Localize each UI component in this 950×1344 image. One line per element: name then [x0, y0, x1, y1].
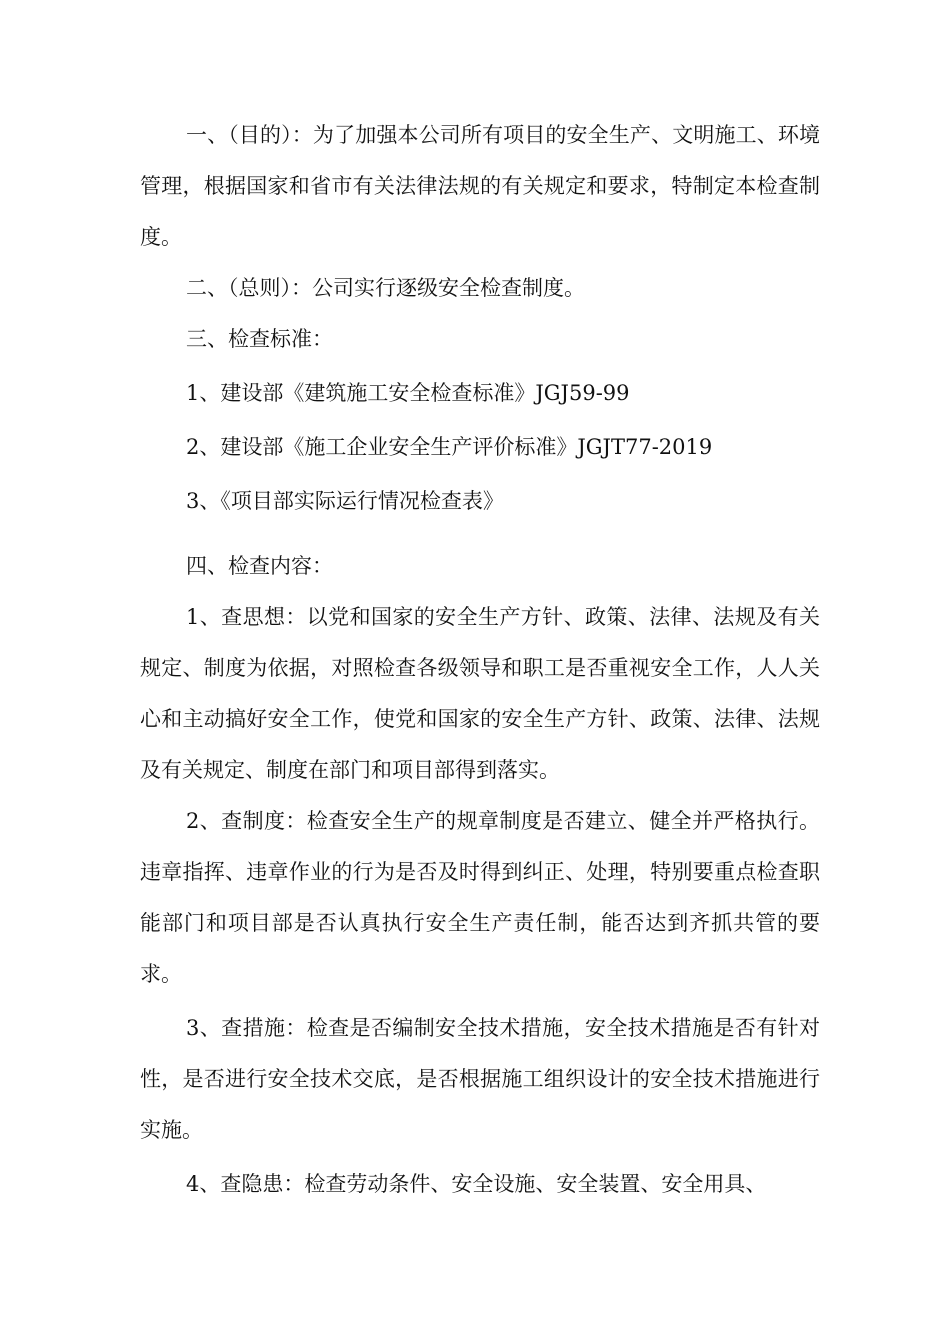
paragraph-check-measures: 3、查措施：检查是否编制安全技术措施，安全技术措施是否有针对性，是否进行安全技术交底，是否根据施工组织设计的安全技术措施进行实施。	[140, 1016, 820, 1142]
paragraph-check-thought: 1、查思想：以党和国家的安全生产方针、政策、法律、法规及有关规定、制度为依据，对照检查各级领导和职工是否重视安全工作，人人关心和主动搞好安全工作，使党和国家的安全生产方针、政策、法律、法规及有关规定、制度在部门和项目部得到落实。	[140, 605, 820, 782]
document-body	[140, 110, 820, 1210]
paragraph-purpose: 一、（目的）：为了加强本公司所有项目的安全生产、文明施工、环境管理，根据国家和省市有关法律法规的有关规定和要求，特制定本检查制度。	[140, 123, 820, 249]
paragraph-content-heading: 四、检查内容：	[186, 554, 333, 578]
paragraph-check-system: 2、查制度：检查安全生产的规章制度是否建立、健全并严格执行。违章指挥、违章作业的行为是否及时得到纠正、处理，特别要重点检查职能部门和项目部是否认真执行安全生产责任制，能否达到齐抓共管的要求。	[140, 809, 820, 986]
paragraph-general-rule: 二、（总则）：公司实行逐级安全检查制度。	[186, 276, 585, 300]
paragraph-standard-2: 2、建设部《施工企业安全生产评价标准》JGJT77-2019	[186, 435, 713, 459]
paragraph-standard-3: 3、《项目部实际运行情况检查表》	[186, 489, 504, 513]
paragraph-standards-heading: 三、检查标准：	[186, 327, 333, 351]
paragraph-standard-1: 1、建设部《建筑施工安全检查标准》JGJ59-99	[186, 381, 630, 405]
paragraph-check-hazards: 4、查隐患：检查劳动条件、安全设施、安全装置、安全用具、	[186, 1172, 767, 1196]
